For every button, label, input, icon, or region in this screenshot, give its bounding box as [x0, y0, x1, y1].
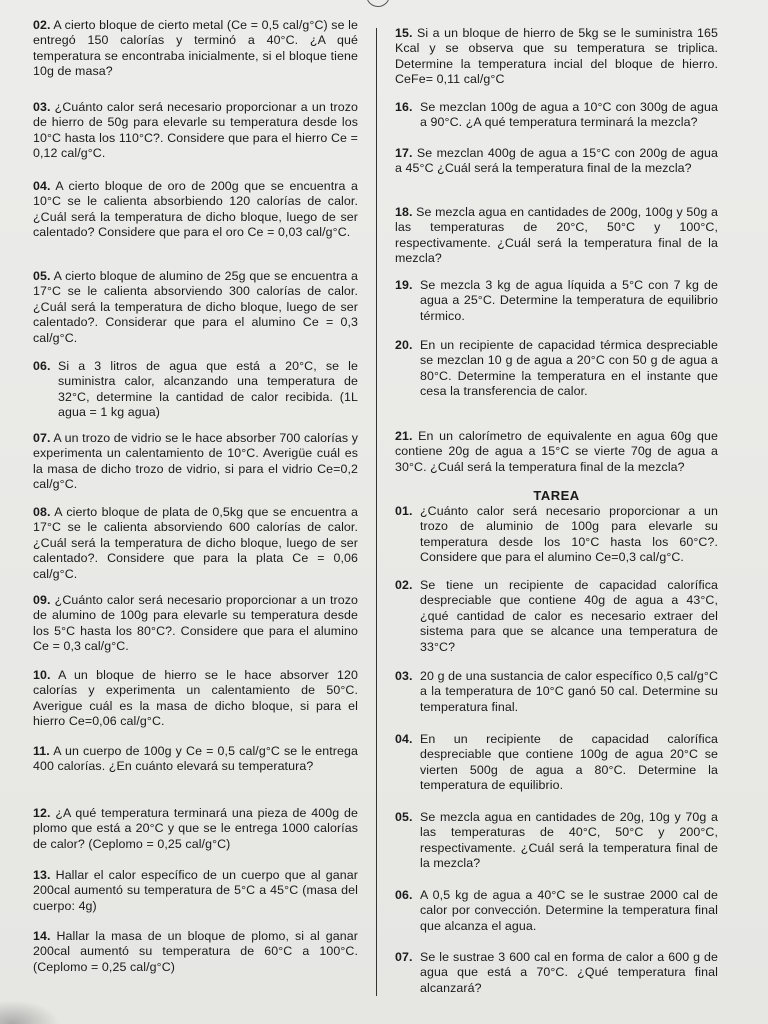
problem-text: Hallar la masa de un bloque de plomo, si al ganar 200cal aumentó su temperatura de 60°C a 100°C. (Ceplomo = 0,25 cal/g°C) — [33, 929, 358, 974]
problem-10 — [33, 668, 358, 730]
problem-08 — [33, 505, 358, 582]
problem-text: A un cuerpo de 100g y Ce = 0,5 cal/g°C se le entrega 400 calorías. ¿En cuánto elevará su temperatura? — [33, 744, 358, 774]
problem-text: ¿A qué temperatura terminará una pieza de 400g de plomo que está a 20°C y que se le entrega 1000 calorías de calor? (Ceplomo = 0,25 cal/g°C) — [33, 806, 358, 851]
problem-text: A 0,5 kg de agua a 40°C se le sustrae 2000 cal de calor por convección. Determine la temperatura final que alcanza el agua. — [420, 888, 718, 933]
problem-text: Si a 3 litros de agua que está a 20°C, se le suministra calor, alcanzando una temperatura de 32°C, determine la cantidad de calor recibida. (1L agua = 1 kg agua) — [58, 359, 358, 420]
problem-text: Se mezcla 3 kg de agua líquida a 5°C con 7 kg de agua a 25°C. Determine la temperatura de equilibrio térmico. — [420, 278, 718, 323]
problem-text: Se mezclan 400g de agua a 15°C con 200g de agua a 45°C ¿Cuál será la temperatura final de la mezcla? — [395, 146, 718, 176]
problem-number: 05. — [395, 810, 413, 824]
tarea-item-05 — [395, 810, 718, 872]
problem-text: A cierto bloque de oro de 200g que se encuentra a 10°C se le calienta absorbiendo 120 calorías de calor. ¿Cuál será la temperatura de dicho bloque, luego de ser calentado? Considere que para el oro Ce = 0,03 cal/g°C. — [33, 179, 359, 240]
tarea-item-06 — [395, 888, 718, 934]
problem-text: A cierto bloque de plata de 0,5kg que se encuentra a 17°C se le calienta absorviendo 600 calorías de calor. ¿Cuál será la temperatura de dicho bloque, luego de ser calentado?. Considere que para la plata Ce = 0,06 cal/g°C. — [33, 505, 359, 581]
problem-11 — [33, 744, 358, 775]
tarea-item-07 — [395, 950, 718, 996]
problem-02 — [33, 18, 358, 80]
column-divider — [376, 28, 377, 996]
problem-number: 10. — [33, 668, 51, 682]
problem-13 — [33, 868, 358, 914]
problem-text: Se tiene un recipiente de capacidad calorífica despreciable que contiene 40g de agua a 43°C, ¿qué cantidad de calor es necesario extraer del sistema para que se alcance una temperatura de 33°C? — [420, 578, 718, 654]
tarea-item-04 — [395, 732, 718, 794]
problem-number: 19. — [395, 278, 413, 292]
problem-text: ¿Cuánto calor será necesario proporcionar a un trozo de alumino de 100g para elevarle su temperatura desde los 5°C hasta los 80°C?. Considere que para el alumino Ce = 0,3 cal/g°C. — [33, 593, 358, 654]
problem-14 — [33, 929, 358, 975]
problem-03 — [33, 100, 358, 162]
problem-number: 05. — [33, 269, 51, 283]
problem-17 — [395, 146, 718, 177]
problem-18 — [395, 205, 718, 267]
problem-text: ¿Cuánto calor será necesario proporcionar a un trozo de aluminio de 100g para elevarle su temperatura desde los 10°C hasta los 60°C?. Considere que para el alumino Ce=0,3 cal/g°C. — [420, 504, 718, 565]
tarea-item-01 — [395, 504, 718, 566]
problem-05 — [33, 269, 358, 346]
page-header-mark — [366, 0, 390, 7]
problem-number: 15. — [395, 26, 413, 40]
problem-number: 20. — [395, 338, 413, 352]
problem-number: 12. — [33, 806, 51, 820]
problem-text: Se mezcla agua en cantidades de 200g, 100g y 50g a las temperaturas de 20°C, 50°C y 100°C, respectivamente. ¿Cuál será la temperatura final de la mezcla? — [395, 205, 718, 266]
problem-text: A un bloque de hierro se le hace absorver 120 calorías y experimenta un calentamiento de 50°C. Averigue cuál es la masa de dicho bloque, si para el hierro Ce=0,06 cal/g°C. — [33, 668, 359, 729]
problem-number: 04. — [395, 732, 413, 746]
problem-text: Hallar el calor específico de un cuerpo que al ganar 200cal aumentó su temperatura de 5°C a 45°C (masa del cuerpo: 4g) — [33, 868, 358, 913]
problem-number: 16. — [395, 100, 413, 114]
problem-12 — [33, 806, 358, 852]
problem-09 — [33, 593, 358, 655]
tarea-item-03 — [395, 669, 718, 715]
problem-06 — [33, 359, 358, 421]
problem-number: 07. — [33, 431, 51, 445]
problem-text: Se mezcla agua en cantidades de 20g, 10g y 70g a las temperaturas de 40°C, 50°C y 200°C, respectivamente. ¿Cuál será la temperatura final de la mezcla? — [420, 810, 718, 871]
problem-text: En un recipiente de capacidad calorífica despreciable que contiene 100g de agua 20°C se vierten 500g de agua a 80°C. Determine la temperatura de equilibrio. — [420, 732, 718, 793]
corner-shadow — [0, 1000, 60, 1024]
problem-text: 20 g de una sustancia de calor específico 0,5 cal/g°C a la temperatura de 10°C ganó 50 cal. Determine su temperatura final. — [420, 669, 718, 714]
problem-number: 06. — [395, 888, 413, 902]
problem-number: 06. — [33, 359, 51, 373]
problem-number: 21. — [395, 429, 413, 443]
problem-number: 13. — [33, 868, 51, 882]
problem-text: Se mezclan 100g de agua a 10°C con 300g de agua a 90°C. ¿A qué temperatura terminará la mezcla? — [420, 100, 718, 130]
problem-text: ¿Cuánto calor será necesario proporcionar a un trozo de hierro de 50g para elevarle su temperatura desde los 10°C hasta los 110°C?. Considere que para el hierro Ce = 0,12 cal/g°C. — [33, 100, 358, 161]
problem-20 — [395, 338, 718, 400]
problem-number: 04. — [33, 179, 51, 193]
problem-text: Se le sustrae 3 600 cal en forma de calor a 600 g de agua que está a 70°C. ¿Qué temperatura final alcanzará? — [420, 950, 718, 995]
problem-number: 09. — [33, 593, 51, 607]
problem-07 — [33, 431, 358, 493]
problem-number: 01. — [395, 504, 413, 518]
problem-number: 02. — [33, 18, 51, 32]
tarea-heading: TAREA — [533, 488, 580, 503]
problem-21 — [395, 429, 718, 475]
problem-15 — [395, 26, 718, 88]
problem-number: 03. — [395, 669, 413, 683]
problem-number: 08. — [33, 505, 51, 519]
problem-number: 17. — [395, 146, 413, 160]
problem-number: 07. — [395, 950, 413, 964]
problem-04 — [33, 179, 358, 241]
problem-number: 11. — [33, 744, 50, 758]
problem-number: 02. — [395, 578, 413, 592]
problem-text: A cierto bloque de alumino de 25g que se encuentra a 17°C se le calienta absorviendo 300 calorías de calor. ¿Cuál será la temperatura de dicho bloque, luego de ser calentado?. Considerar que para el alumino Ce = 0,3 cal/g°C. — [33, 269, 359, 345]
problem-number: 03. — [33, 100, 51, 114]
problem-19 — [395, 278, 718, 324]
problem-16 — [395, 100, 718, 131]
tarea-item-02 — [395, 578, 718, 655]
problem-number: 18. — [395, 205, 413, 219]
problem-text: A cierto bloque de cierto metal (Ce = 0,5 cal/g°C) se le entregó 150 calorías y terminó a 40°C. ¿A qué temperatura se encontraba inicialmente, si el bloque tiene 10g de masa? — [33, 18, 359, 79]
problem-text: En un recipiente de capacidad térmica despreciable se mezclan 10 g de agua a 20°C con 50 g de agua a 80°C. Determine la temperatura en el instante que cesa la transferencia de calor. — [420, 338, 718, 399]
problem-text: Si a un bloque de hierro de 5kg se le suministra 165 Kcal y se observa que su temperatura se triplica. Determine la temperatura incial del bloque de hierro. CeFe= 0,11 cal/g°C — [395, 26, 718, 87]
problem-number: 14. — [33, 929, 51, 943]
problem-text: A un trozo de vidrio se le hace absorber 700 calorías y experimenta un calentamiento de 10°C. Averigüe cuál es la masa de dicho trozo de vidrio, si para el vidrio Ce=0,2 cal/g°C. — [33, 431, 358, 492]
problem-text: En un calorímetro de equivalente en agua 60g que contiene 20g de agua a 15°C se vierte 70g de agua a 30°C. ¿Cuál será la temperatura final de la mezcla? — [395, 429, 718, 474]
